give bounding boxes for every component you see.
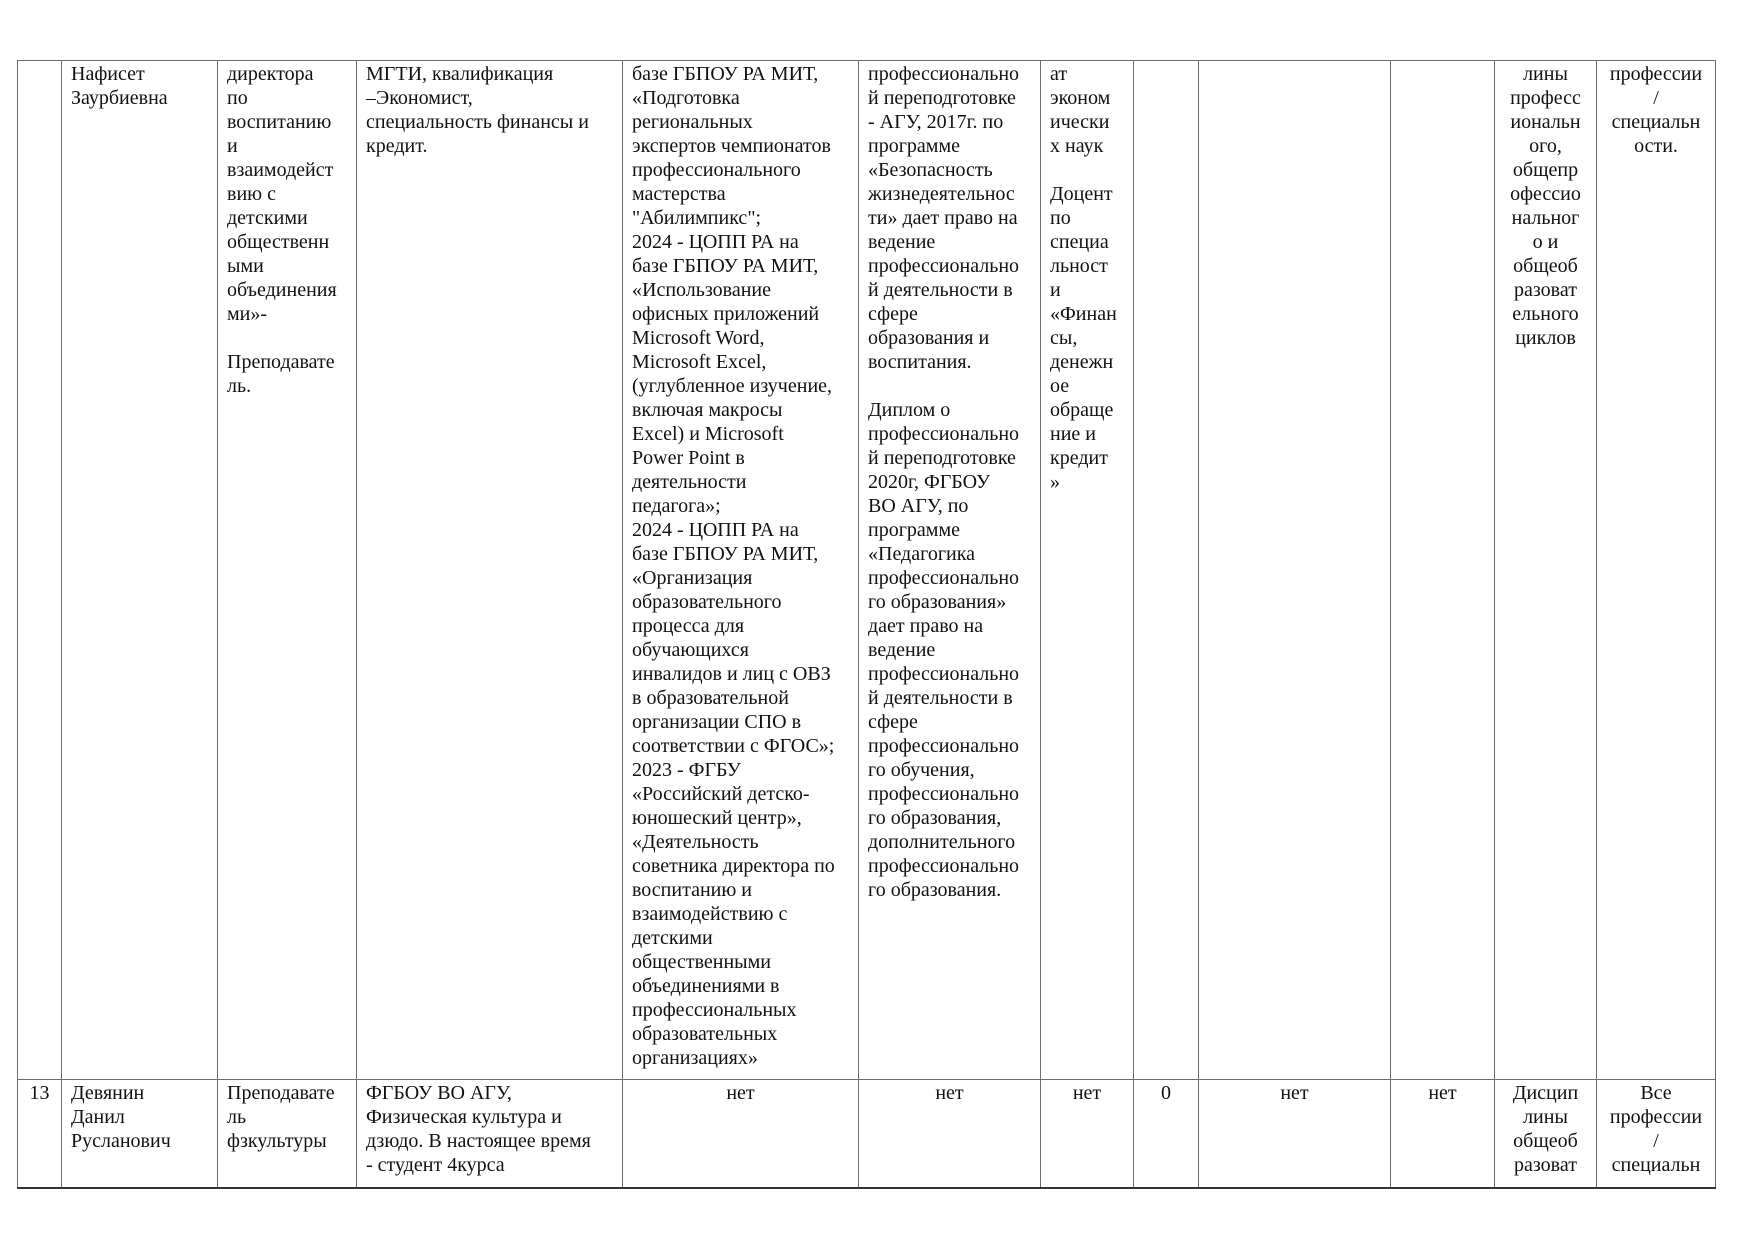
cell-training: нет [623, 1080, 859, 1188]
cell-experience [1134, 61, 1199, 1080]
cell-experience: 0 [1134, 1080, 1199, 1188]
cell-col9: нет [1199, 1080, 1391, 1188]
cell-disciplines: лины професс иональн ого, общепр офессио нальног о и общеоб разоват ельного циклов [1495, 61, 1597, 1080]
cell-name: Нафисет Заурбиевна [62, 61, 218, 1080]
cell-training: базе ГБПОУ РА МИТ, «Подготовка региональных экспертов чемпионатов профессионального мастерства "Абилимпикс"; 2024 - ЦОПП РА на базе ГБПОУ РА МИТ, «Использование офисных приложений Microsoft Word, Microsoft Excel, (углубленное изучение, включая макросы Excel) и Microsoft Power Point в деятельности педагога»; 2024 - ЦОПП РА на базе ГБПОУ РА МИТ, «Организация образовательного процесса для обучающихся инвалидов и лиц с ОВЗ в образовательной организации СПО в соответствии с ФГОС»; 2023 - ФГБУ «Российский детско- юношеский центр», «Деятельность советника директора по воспитанию и взаимодействию с детскими общественными объединениями в профессиональных образовательных организациях» [623, 61, 859, 1080]
cell-col10: нет [1391, 1080, 1495, 1188]
cell-number: 13 [18, 1080, 62, 1188]
cell-disciplines: Дисцип лины общеоб разоват [1495, 1080, 1597, 1188]
cell-degree: ат эконом ически х наук Доцент по специа льност и «Финан сы, денежн ое обраще ние и кредит » [1041, 61, 1134, 1080]
cell-col9 [1199, 61, 1391, 1080]
table-row [18, 1080, 1716, 1188]
cell-position: Преподавате ль фзкультуры [218, 1080, 357, 1188]
table-row [18, 61, 1716, 1080]
staff-table [17, 60, 1716, 1189]
cell-education: МГТИ, квалификация –Экономист, специальность финансы и кредит. [357, 61, 623, 1080]
cell-position: директора по воспитанию и взаимодейст вию с детскими общественн ыми объединения ми»- Преподавате ль. [218, 61, 357, 1080]
cell-retraining: профессионально й переподготовке - АГУ, 2017г. по программе «Безопасность жизнедеятельнос ти» дает право на ведение профессионально й деятельности в сфере образования и воспитания. Диплом о профессионально й переподготовке 2020г, ФГБОУ ВО АГУ, по программе «Педагогика профессионально го образования» дает право на ведение профессионально й деятельности в сфере профессионально го обучения, профессионально го образования, дополнительного профессионально го образования. [859, 61, 1041, 1080]
cell-degree: нет [1041, 1080, 1134, 1188]
cell-retraining: нет [859, 1080, 1041, 1188]
cell-name: Девянин Данил Русланович [62, 1080, 218, 1188]
cell-professions: Все профессии / специальн [1597, 1080, 1716, 1188]
cell-professions: профессии / специальн ости. [1597, 61, 1716, 1080]
cell-education: ФГБОУ ВО АГУ, Физическая культура и дзюдо. В настоящее время - студент 4курса [357, 1080, 623, 1188]
cell-number [18, 61, 62, 1080]
cell-col10 [1391, 61, 1495, 1080]
